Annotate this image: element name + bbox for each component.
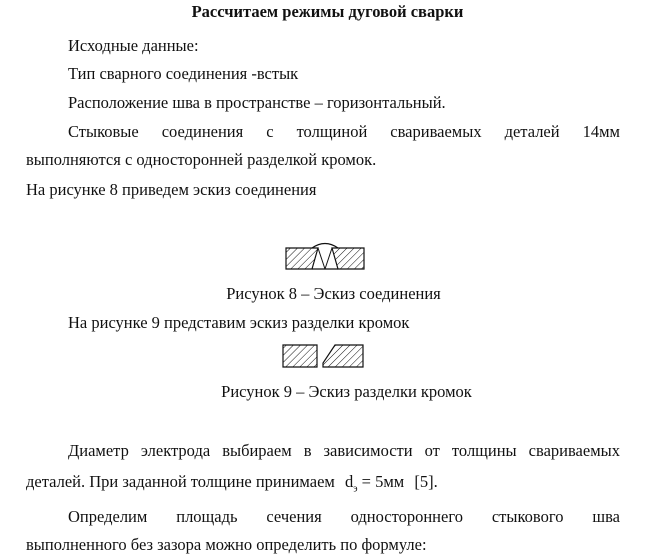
right-plate-shape	[332, 248, 364, 269]
area-continuation: выполненного без зазора можно определить по формуле:	[26, 535, 427, 554]
word: от	[424, 441, 440, 460]
word: соединения	[161, 122, 244, 141]
word: шва	[592, 507, 620, 526]
word: Определим	[68, 507, 148, 526]
word: Стыковые	[68, 122, 139, 141]
right-plate-bevel-shape	[323, 345, 363, 367]
figure9-intro: На рисунке 9 представим эскиз разделки кромок	[68, 313, 410, 332]
figure8-joint-sketch	[284, 240, 366, 272]
left-plate-shape	[283, 345, 317, 367]
word: толщиной	[296, 122, 368, 141]
figure8-intro: На рисунке 8 приведем эскиз соединения	[26, 180, 317, 199]
figure9-edge-prep-sketch	[281, 343, 365, 369]
weld-line-left	[318, 248, 325, 269]
word: одностороннего	[350, 507, 463, 526]
electrode-diameter-formula	[344, 472, 405, 495]
formula-subscript: э	[353, 483, 358, 495]
area-line	[68, 507, 620, 527]
word: Диаметр	[68, 441, 129, 460]
weld-position-line: Расположение шва в пространстве – горизонтальный.	[68, 93, 446, 112]
left-plate-shape	[286, 248, 318, 269]
figure9-caption: Рисунок 9 – Эскиз разделки кромок	[221, 382, 472, 401]
butt-joint-continuation: выполняются с односторонней разделкой кромок.	[26, 150, 377, 169]
formula-value: = 5мм	[361, 472, 405, 491]
initial-data-heading: Исходные данные:	[68, 36, 199, 55]
formula-symbol: d	[344, 472, 354, 491]
word: с	[266, 122, 274, 141]
word: электрода	[140, 441, 211, 460]
word: сечения	[266, 507, 322, 526]
electrode-diameter-continuation	[26, 472, 438, 499]
word: толщины	[451, 441, 517, 460]
butt-joint-line	[68, 122, 620, 142]
word: в	[303, 441, 312, 460]
word: свариваемых	[528, 441, 620, 460]
word: площадь	[176, 507, 238, 526]
weld-bead-shape	[312, 244, 338, 249]
word: зависимости	[323, 441, 413, 460]
reference: [5].	[414, 472, 438, 491]
word: стыкового	[491, 507, 564, 526]
figure8-caption: Рисунок 8 – Эскиз соединения	[226, 284, 441, 303]
word: деталей	[504, 122, 560, 141]
page-title: Рассчитаем режимы дуговой сварки	[191, 2, 464, 21]
continuation-text: деталей. При заданной толщине принимаем	[26, 472, 335, 491]
electrode-diameter-line	[68, 441, 620, 461]
word: выбираем	[222, 441, 292, 460]
weld-line-right	[325, 248, 332, 269]
word: свариваемых	[390, 122, 482, 141]
word: 14мм	[582, 122, 620, 141]
joint-type-line: Тип сварного соединения -встык	[68, 64, 299, 83]
